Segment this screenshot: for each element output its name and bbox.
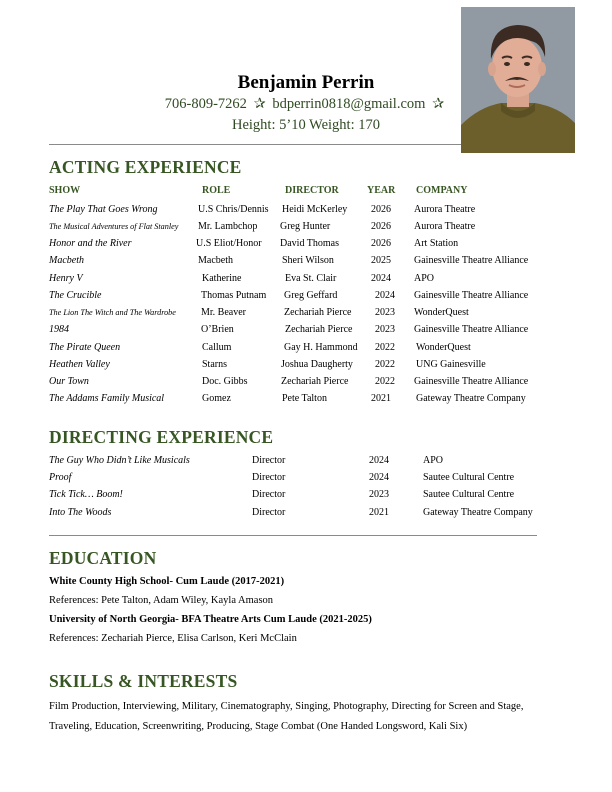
company: UNG Gainesville xyxy=(416,359,486,370)
show-title: The Guy Who Didn’t Like Musicals xyxy=(49,455,190,466)
school-university: University of North Georgia- BFA Theatre Arts Cum Laude (2021-2025) xyxy=(49,614,372,625)
column-header-director: DIRECTOR xyxy=(285,185,339,196)
company: Gainesville Theatre Alliance xyxy=(414,324,529,335)
role: Katherine xyxy=(202,273,242,284)
director: Zechariah Pierce xyxy=(285,324,353,335)
company: Gainesville Theatre Alliance xyxy=(414,255,529,266)
company: Aurora Theatre xyxy=(414,204,476,215)
director: Zechariah Pierce xyxy=(284,307,352,318)
table-row xyxy=(0,455,612,471)
show-title: The Addams Family Musical xyxy=(49,393,165,404)
year: 2026 xyxy=(371,221,391,232)
column-header-show: SHOW xyxy=(49,185,81,196)
year: 2021 xyxy=(369,507,389,518)
company: Gainesville Theatre Alliance xyxy=(414,376,529,387)
year: 2024 xyxy=(369,455,389,466)
role: U.S Eliot/Honor xyxy=(196,238,262,249)
height-weight: Height: 5’10 Weight: 170 xyxy=(232,117,380,133)
show-title: Proof xyxy=(49,472,72,483)
show-title: The Lion The Witch and The Wardrobe xyxy=(49,308,176,317)
table-row xyxy=(0,273,612,289)
role: Director xyxy=(252,507,286,518)
header-divider xyxy=(49,144,461,145)
show-title: Henry V xyxy=(49,273,83,284)
email-address[interactable]: bdperrin0818@gmail.com xyxy=(272,96,426,112)
table-row xyxy=(0,204,612,220)
show-title: The Play That Goes Wrong xyxy=(49,204,158,215)
role: Mr. Beaver xyxy=(201,307,246,318)
year: 2023 xyxy=(375,324,395,335)
role: Callum xyxy=(202,342,232,353)
director: David Thomas xyxy=(280,238,339,249)
company: Aurora Theatre xyxy=(414,221,476,232)
year: 2026 xyxy=(371,204,391,215)
table-row xyxy=(0,238,612,254)
show-title: Our Town xyxy=(49,376,89,387)
company: Sautee Cultural Centre xyxy=(423,489,515,500)
company: APO xyxy=(423,455,444,466)
references-high-school: References: Pete Talton, Adam Wiley, Kayla Amason xyxy=(49,595,274,606)
year: 2022 xyxy=(375,359,395,370)
school-high-school: White County High School- Cum Laude (2017-2021) xyxy=(49,576,285,587)
table-row xyxy=(0,376,612,392)
headshot-image xyxy=(461,7,575,153)
company: Gainesville Theatre Alliance xyxy=(414,290,529,301)
show-title: Macbeth xyxy=(49,255,84,266)
section-divider xyxy=(49,535,537,536)
column-header-role: ROLE xyxy=(202,185,231,196)
year: 2021 xyxy=(371,393,391,404)
resume-name: Benjamin Perrin xyxy=(237,72,375,93)
directing-section-title: DIRECTING EXPERIENCE xyxy=(49,427,274,447)
show-title: 1984 xyxy=(49,324,69,335)
table-row xyxy=(0,307,612,323)
director: Zechariah Pierce xyxy=(281,376,349,387)
skills-text: Film Production, Interviewing, Military, Cinematography, Singing, Photography, Directing for Screen and Stage, Traveling, Education, Screenwriting, Producing, Stage Combat (One Handed Longsword, Kali Six) xyxy=(49,701,524,732)
year: 2026 xyxy=(371,238,391,249)
director: Greg Geffard xyxy=(284,290,338,301)
show-title: Heathen Valley xyxy=(49,359,110,370)
year: 2024 xyxy=(369,472,389,483)
year: 2023 xyxy=(375,307,395,318)
role: Gomez xyxy=(202,393,231,404)
company: Gateway Theatre Company xyxy=(423,507,533,518)
year: 2024 xyxy=(371,273,391,284)
director: Pete Talton xyxy=(282,393,327,404)
year: 2024 xyxy=(375,290,395,301)
table-row xyxy=(0,255,612,271)
role: Thomas Putnam xyxy=(201,290,267,301)
table-row xyxy=(0,324,612,340)
role: O’Brien xyxy=(201,324,234,335)
company: Sautee Cultural Centre xyxy=(423,472,515,483)
role: Director xyxy=(252,472,286,483)
show-title: The Crucible xyxy=(49,290,102,301)
show-title: Tick Tick… Boom! xyxy=(49,489,123,500)
director: Joshua Daugherty xyxy=(281,359,353,370)
director: Greg Hunter xyxy=(280,221,331,232)
show-title: Honor and the River xyxy=(49,238,132,249)
table-row xyxy=(0,342,612,358)
role: Director xyxy=(252,489,286,500)
table-row xyxy=(0,472,612,488)
director: Eva St. Clair xyxy=(285,273,337,284)
director: Sheri Wilson xyxy=(282,255,334,266)
skills-section-title: SKILLS & INTERESTS xyxy=(49,671,238,691)
star-icon: ✰ xyxy=(253,96,266,112)
table-row xyxy=(0,489,612,505)
table-row xyxy=(0,393,612,409)
column-header-year: YEAR xyxy=(367,185,396,196)
references-university: References: Zechariah Pierce, Elisa Carlson, Keri McClain xyxy=(49,633,297,644)
table-row xyxy=(0,290,612,306)
director: Heidi McKerley xyxy=(282,204,348,215)
company: Art Station xyxy=(414,238,459,249)
table-row xyxy=(0,507,612,523)
column-header-company: COMPANY xyxy=(416,185,468,196)
role: Macbeth xyxy=(198,255,233,266)
company: WonderQuest xyxy=(416,342,471,353)
headshot-photo xyxy=(461,7,575,153)
year: 2023 xyxy=(369,489,389,500)
year: 2025 xyxy=(371,255,391,266)
star-icon: ✰ xyxy=(432,96,445,112)
role: Director xyxy=(252,455,286,466)
year: 2022 xyxy=(375,376,395,387)
phone-number: 706-809-7262 xyxy=(164,96,247,112)
role: Mr. Lambchop xyxy=(198,221,258,232)
role: Starns xyxy=(202,359,227,370)
director: Gay H. Hammond xyxy=(284,342,358,353)
role: Doc. Gibbs xyxy=(202,376,248,387)
table-row xyxy=(0,359,612,375)
role: U.S Chris/Dennis xyxy=(198,204,269,215)
show-title: The Pirate Queen xyxy=(49,342,121,353)
acting-section-title: ACTING EXPERIENCE xyxy=(49,157,242,177)
show-title: The Musical Adventures of Flat Stanley xyxy=(49,222,179,231)
education-section-title: EDUCATION xyxy=(49,548,157,568)
show-title: Into The Woods xyxy=(49,507,112,518)
year: 2022 xyxy=(375,342,395,353)
company: WonderQuest xyxy=(414,307,469,318)
company: Gateway Theatre Company xyxy=(416,393,526,404)
table-row xyxy=(0,221,612,237)
company: APO xyxy=(414,273,435,284)
